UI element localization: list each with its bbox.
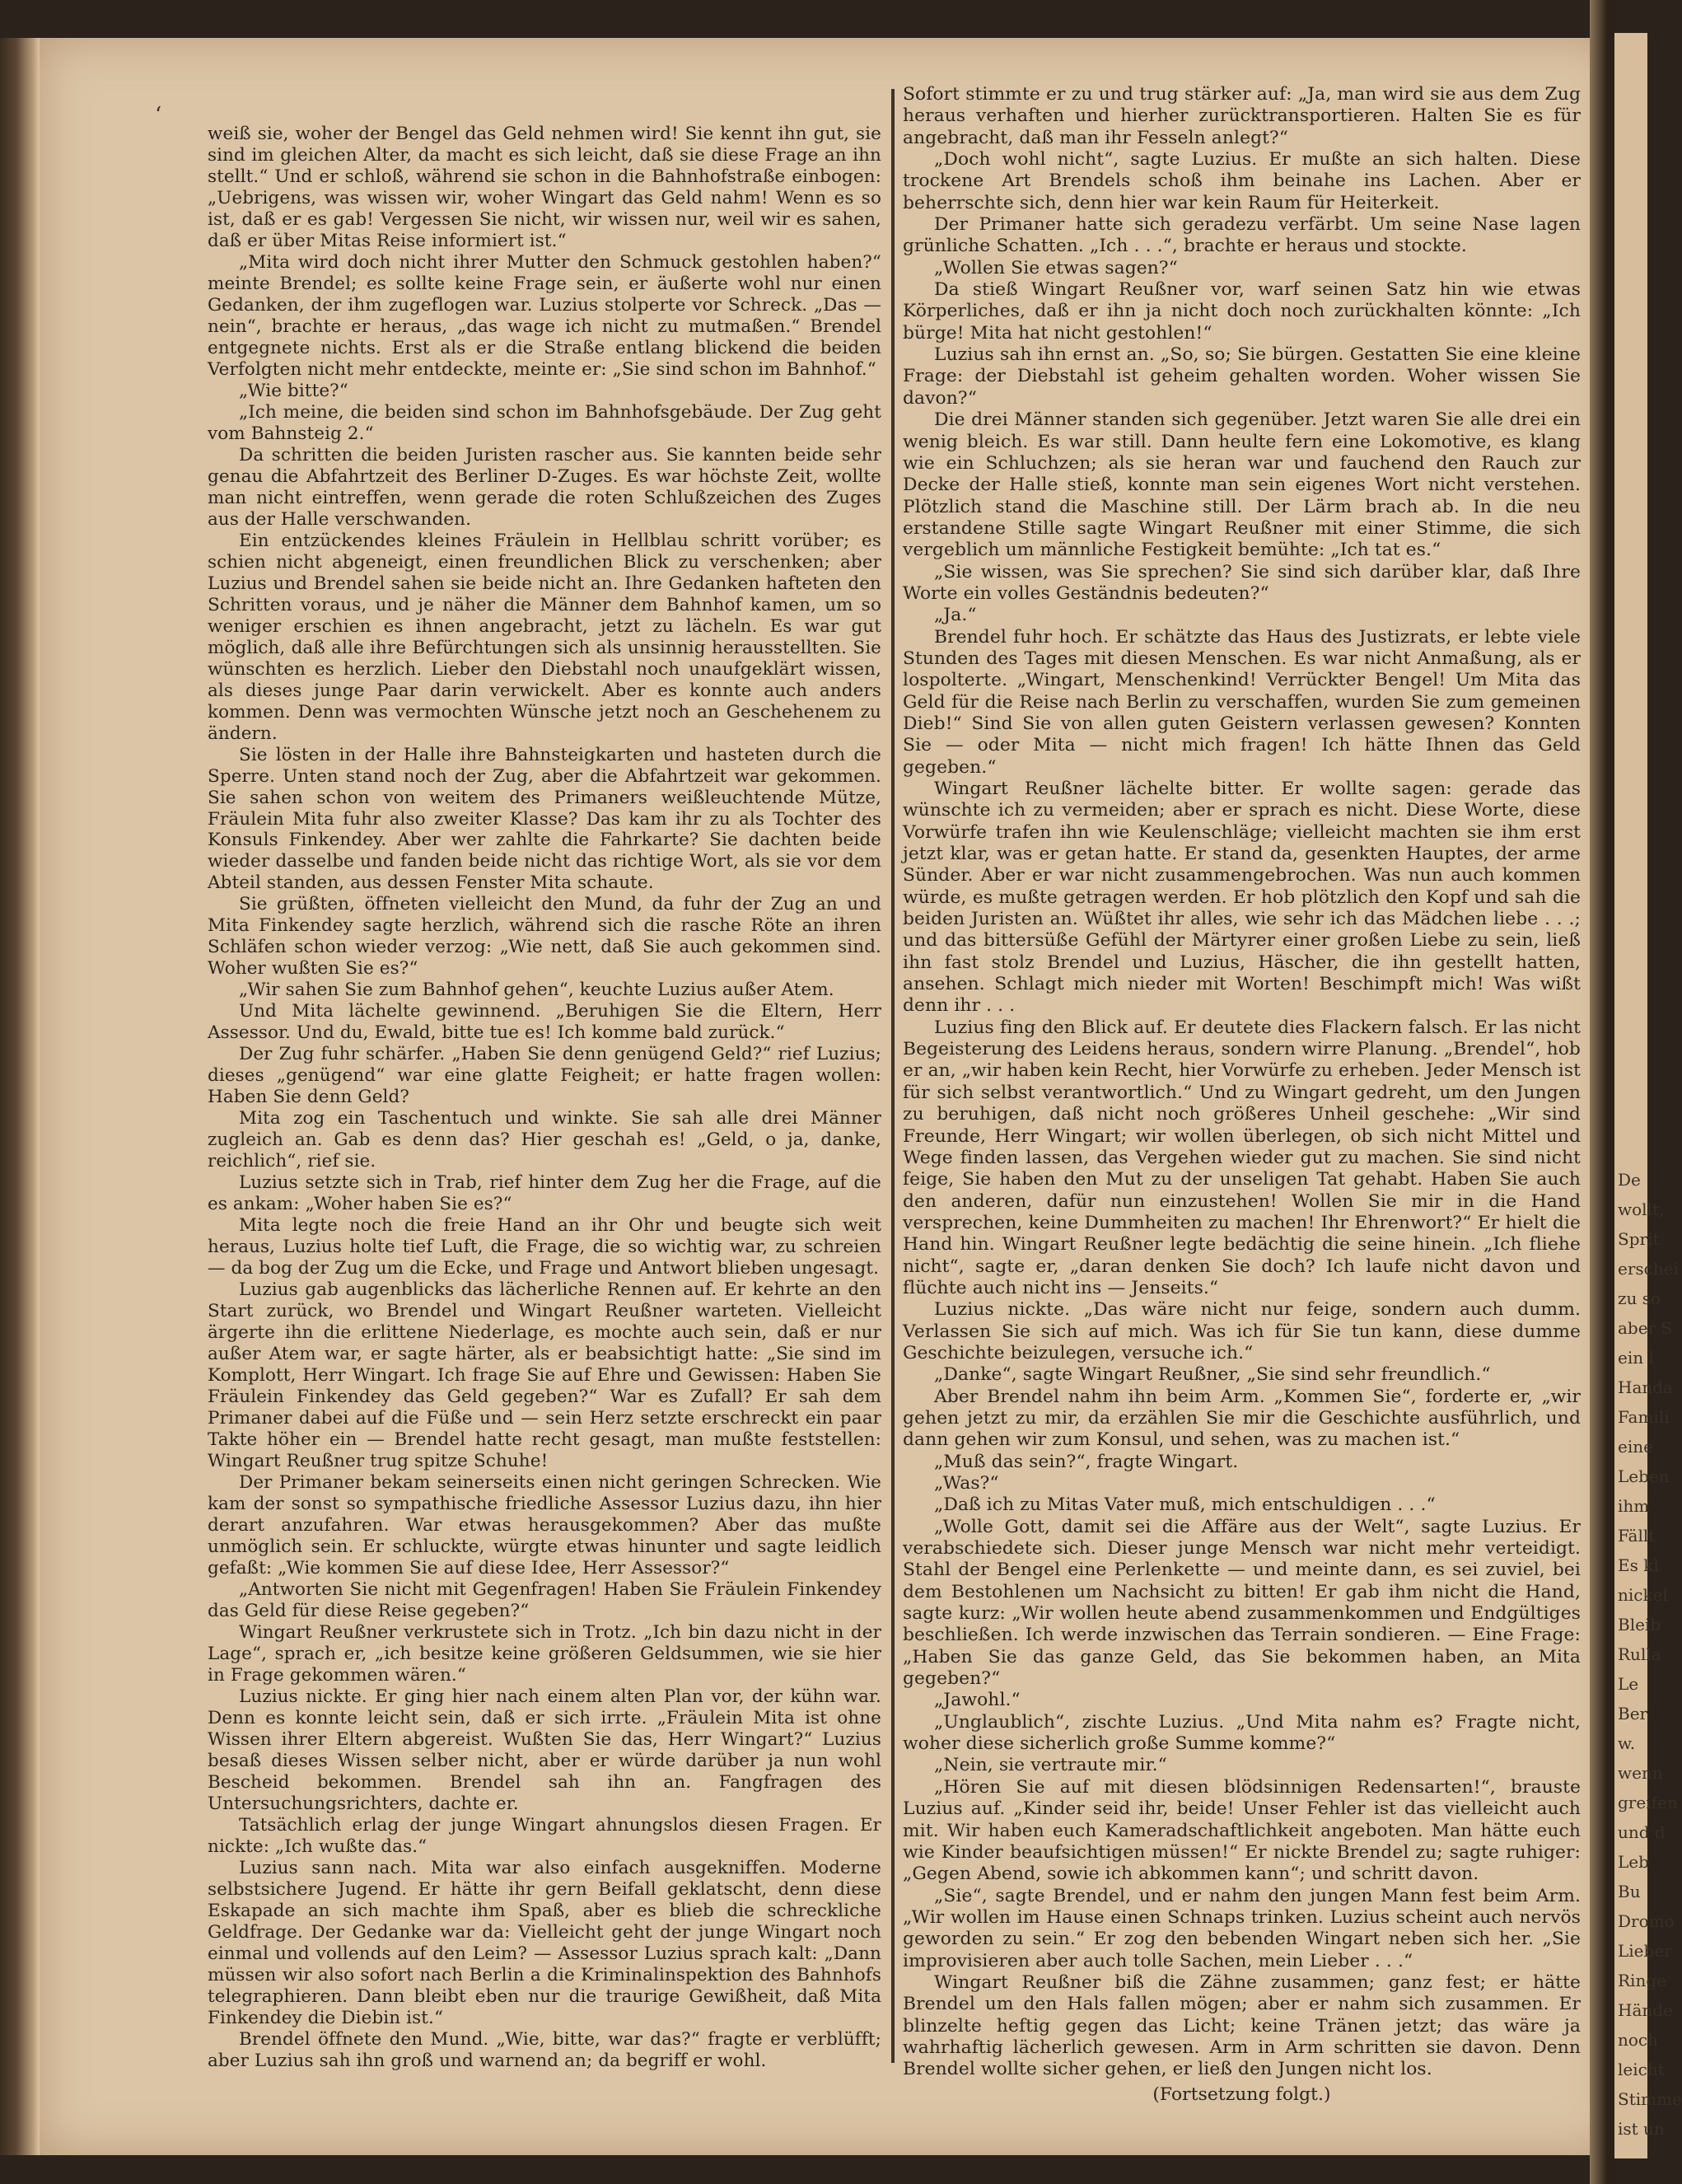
adjacent-page-word: eine	[1618, 1437, 1653, 1457]
paragraph: Der Primaner hatte sich geradezu verfärbt. Um seine Nase lagen grünliche Schatten. „Ich . . .“, brachte er heraus und stockte.	[903, 214, 1581, 257]
paragraph: Wingart Reußner biß die Zähne zusammen; ganz fest; er hätte Brendel um den Hals fallen mögen; aber er nahm sich zusammen. Er blinzelte heftig gegen das Licht; keine Tränen jetzt; das wäre ja wahrhaftig lächerlich gewesen. Arm in Arm schritten sie davon. Denn Brendel wollte sicher gehen, er ließ den Jungen nicht los.	[903, 1971, 1581, 2080]
book-binding	[0, 38, 40, 2155]
paragraph: „Sie“, sagte Brendel, und er nahm den jungen Mann fest beim Arm. „Wir wollen im Hause einen Schnaps trinken. Luzius scheint auch nervös geworden zu sein.“ Er zog den bebenden Wingart neben sich her. „Sie improvisieren aber auch tolle Sachen, mein Lieber . . .“	[903, 1885, 1581, 1971]
text-column-left	[208, 124, 881, 2072]
adjacent-page-word: greifen	[1618, 1793, 1678, 1812]
paragraph: Luzius nickte. Er ging hier nach einem alten Plan vor, der kühn war. Denn es konnte leicht sein, daß er sich irrte. „Fräulein Mita ist ohne Wissen ihrer Eltern abgereist. Wußten Sie das, Herr Wingart?“ Luzius besaß dieses Wissen selber nicht, aber er würde darüber ja nun wohl Bescheid bekommen. Brendel sah ihn an. Fangfragen des Untersuchungsrichters, dachte er.	[208, 1686, 881, 1814]
paragraph: Der Primaner bekam seinerseits einen nicht geringen Schrecken. Wie kam der sonst so sympathische friedliche Assessor Luzius dazu, ihn hier derart anzufahren. War etwas herausgekommen? Aber das mußte unmöglich sein. Er schluckte, würgte etwas hinunter und sagte leidlich gefaßt: „Wie kommen Sie auf diese Idee, Herr Assessor?“	[208, 1472, 881, 1578]
text-column-right	[903, 84, 1581, 2106]
paragraph: Luzius sah ihn ernst an. „So, so; Sie bürgen. Gestatten Sie eine kleine Frage: der Diebstahl ist geheim gehalten worden. Woher wissen Sie davon?“	[903, 344, 1581, 409]
paragraph: „Muß das sein?“, fragte Wingart.	[934, 1451, 1239, 1472]
adjacent-page-word: Le	[1618, 1674, 1639, 1694]
paragraph: Luzius setzte sich in Trab, rief hinter dem Zug her die Frage, auf die es ankam: „Woher haben Sie es?“	[208, 1172, 881, 1215]
adjacent-page-word: Hände	[1618, 2000, 1673, 2020]
adjacent-page-word: zu so	[1618, 1288, 1661, 1308]
paragraph: Der Zug fuhr schärfer. „Haben Sie denn genügend Geld?“ rief Luzius; dieses „genügend“ war eine glatte Feigheit; er hatte fragen wollen: Haben Sie denn Geld?	[208, 1044, 881, 1108]
paragraph: Und Mita lächelte gewinnend. „Beruhigen Sie die Eltern, Herr Assessor. Und du, Ewald, bitte tue es! Ich komme bald zurück.“	[208, 1001, 881, 1044]
adjacent-page-word: De	[1618, 1170, 1641, 1190]
adjacent-page-word: Ringe	[1618, 1971, 1666, 1990]
paragraph: „Unglaublich“, zischte Luzius. „Und Mita nahm es? Fragte nicht, woher diese sicherlich große Summe komme?“	[903, 1711, 1581, 1755]
adjacent-page-word: Rulla	[1618, 1644, 1661, 1664]
paragraph: Wingart Reußner lächelte bitter. Er wollte sagen: gerade das wünschte ich zu vermeiden; aber er sprach es nicht. Diese Worte, diese Vorwürfe trafen ihn wie Keulenschläge; vielleicht machten sie ihm erst jetzt klar, was er getan hatte. Er stand da, gesenkten Hauptes, der arme Sünder. Aber er war nicht zusammengebrochen. Was nun auch kommen würde, es mußte getragen werden. Er hob plötzlich den Kopf und sah die beiden Juristen an. Wüßtet ihr alles, wie sehr ich das Mädchen liebe . . .; und das bittersüße Gefühl der Märtyrer einer großen Liebe zu sein, ließ ihn fast stolz Brendel und Luzius, Häscher, die ihn gestellt hatten, ansehen. Schlagt mich nieder mit Worten! Beschimpft mich! Was wißt denn ihr . . .	[903, 779, 1581, 1017]
adjacent-page-word: ist un	[1618, 2119, 1665, 2139]
adjacent-page-word: Famili	[1618, 1407, 1670, 1427]
paragraph: Da stieß Wingart Reußner vor, warf seinen Satz hin wie etwas Körperliches, daß er ihn ja nicht doch noch zurückhalten könnte: „Ich bürge! Mita hat nicht gestohlen!“	[903, 279, 1581, 344]
gutter-shadow	[1590, 0, 1614, 2184]
paragraph: Da schritten die beiden Juristen rascher aus. Sie kannten beide sehr genau die Abfahrtzeit des Berliner D-Zuges. Es war höchste Zeit, wollte man nicht eintreffen, wenn gerade die roten Schlußzeichen des Zuges aus der Halle verschwanden.	[208, 444, 881, 530]
paragraph: „Jawohl.“	[934, 1690, 1021, 1711]
paragraph: Sie grüßten, öffneten vielleicht den Mund, da fuhr der Zug an und Mita Finkendey sagte herzlich, während sich die rasche Röte an ihren Schläfen schon wieder verzog: „Wie nett, daß Sie auch gekommen sind. Woher wußten Sie es?“	[208, 894, 881, 980]
adjacent-page-word: wenn	[1618, 1763, 1663, 1783]
adjacent-page-word: Bu	[1618, 1882, 1641, 1901]
paragraph: Die drei Männer standen sich gegenüber. Jetzt waren Sie alle drei ein wenig bleich. Es war still. Dann heulte fern eine Lokomotive, es klang wie ein Schluchzen; als sie heran war und fauchend den Rauch zur Decke der Halle stieß, konnte man sein eigenes Wort nicht verstehen. Plötzlich stand die Maschine still. Der Lärm brach ab. In die neu erstandene Stille sagte Wingart Reußner mit einer Stimme, die sich vergeblich um männliche Festigkeit bemühte: „Ich tat es.“	[903, 409, 1581, 561]
paragraph: „Wie bitte?“	[239, 380, 348, 401]
adjacent-page-word: Stimme	[1618, 2089, 1682, 2109]
paragraph: Luzius gab augenblicks das lächerliche Rennen auf. Er kehrte an den Start zurück, wo Brendel und Wingart Reußner warteten. Vielleicht ärgerte ihn die erlittene Niederlage, es mochte auch sein, daß er nur außer Atem war, er sagte härter, als er beabsichtigt hatte: „Sie sind im Komplott, Herr Wingart. Ich frage Sie auf Ehre und Gewissen: Haben Sie Fräulein Finkendey das Geld gegeben?“ War es Zufall? Er sah dem Primaner dabei auf die Füße und — sein Herz setzte erschreckt ein paar Takte höher ein — Brendel hatte recht gesagt, man mußte feststellen: Wingart Reußner trug spitze Schuhe!	[208, 1279, 881, 1472]
adjacent-page-word: w.	[1618, 1733, 1636, 1753]
adjacent-page-word: Ber	[1618, 1704, 1648, 1723]
paragraph: „Wolle Gott, damit sei die Affäre aus der Welt“, sagte Luzius. Er verabschiedete sich. Dieser junge Mensch war nicht mehr verteidigt. Stahl der Bengel eine Perlenkette — und meinte dann, es sei zuviel, bei dem Bestohlenen um Nachsicht zu bitten! Er gab ihm nicht die Hand, sagte kurz: „Wir wollen heute abend zusammenkommen und Endgültiges beschließen. Ich werde inzwischen das Terrain sondieren. — Eine Frage: „Haben Sie das ganze Geld, das Sie bekommen haben, an Mita gegeben?“	[903, 1516, 1581, 1690]
paragraph: weiß sie, woher der Bengel das Geld nehmen wird! Sie kennt ihn gut, sie sind im gleichen Alter, da macht es sich leicht, daß sie diese Frage an ihn stellt.“ Und er schloß, während sie schon in die Bahnhofstraße einbogen: „Uebrigens, was wissen wir, woher Wingart das Geld nahm! Wenn es so ist, daß er es gab! Vergessen Sie nicht, wir wissen nur, weil wir es sahen, daß er über Mitas Reise informiert ist.“	[208, 124, 881, 251]
adjacent-page-word: Lieber	[1618, 1941, 1672, 1961]
paragraph: „Mita wird doch nicht ihrer Mutter den Schmuck gestohlen haben?“ meinte Brendel; es sollte keine Frage sein, er äußerte wohl nur einen Gedanken, der ihm zugeflogen war. Luzius stolperte vor Schreck. „Das — nein“, brachte er heraus, „das wage ich nicht zu mutmaßen.“ Brendel entgegnete nichts. Erst als er die Straße entlang blickend die beiden Verfolgten nicht mehr entdeckte, meinte er: „Sie sind schon im Bahnhof.“	[208, 251, 881, 380]
paragraph: Aber Brendel nahm ihn beim Arm. „Kommen Sie“, forderte er, „wir gehen jetzt zu mir, da erzählen Sie mir die Geschichte ausführlich, und dann gehen wir zum Konsul, und sehen, was zu machen ist.“	[903, 1386, 1581, 1451]
paragraph: „Antworten Sie nicht mit Gegenfragen! Haben Sie Fräulein Finkendey das Geld für diese Reise gegeben?“	[208, 1578, 881, 1621]
paragraph: „Hören Sie auf mit diesen blödsinnigen Redensarten!“, brauste Luzius auf. „Kinder seid ihr, beide! Unser Fehler ist das vielleicht auch mit. Wir haben euch Kameradschaftlichkeit angeboten. Man hätte euch wie Kinder beaufsichtigen müssen!“ Er nickte Brendel zu; sagte ruhiger: „Gegen Abend, sowie ich abkommen kann“; und schritt davon.	[903, 1776, 1581, 1885]
paragraph: „Ja.“	[934, 605, 977, 626]
paragraph: „Was?“	[934, 1473, 999, 1494]
paragraph: „Ich meine, die beiden sind schon im Bahnhofsgebäude. Der Zug geht vom Bahnsteig 2.“	[208, 401, 881, 444]
paragraph: Mita zog ein Taschentuch und winkte. Sie sah alle drei Männer zugleich an. Gab es denn das? Hier geschah es! „Geld, o ja, danke, reichlich“, rief sie.	[208, 1108, 881, 1172]
paragraph: Sofort stimmte er zu und trug stärker auf: „Ja, man wird sie aus dem Zug heraus verhaften und hierher zurücktransportieren. Halten Sie es für angebracht, daß man ihr Fesseln anlegt?“	[903, 84, 1581, 148]
adjacent-page-word: Es kl	[1618, 1555, 1659, 1575]
adjacent-page-word: aber S	[1618, 1318, 1673, 1338]
adjacent-page-word: Dromo	[1618, 1911, 1675, 1931]
paragraph: „Wir sahen Sie zum Bahnhof gehen“, keuchte Luzius außer Atem.	[239, 980, 834, 1001]
adjacent-page-word: erschei	[1618, 1259, 1679, 1279]
paragraph: Luzius sann nach. Mita war also einfach ausgekniffen. Moderne selbstsichere Jugend. Er hätte ihr gern Beifall geklatscht, denn diese Eskapade an sich machte ihm Spaß, aber es blieb die schreckliche Geldfrage. Der Gedanke war da: Vielleicht geht der junge Wingart noch einmal und vollends auf den Leim? — Assessor Luzius sprach kalt: „Dann müssen wir also sofort nach Berlin a die Kriminalinspektion des Bahnhofs telegraphieren. Dann bleibt eben nur die traurige Gewißheit, daß Mita Finkendey die Diebin ist.“	[208, 1857, 881, 2028]
paragraph: Brendel fuhr hoch. Er schätzte das Haus des Justizrats, er lebte viele Stunden des Tages mit diesen Menschen. Es war nicht Anmaßung, als er lospolterte. „Wingart, Menschenkind! Verrückter Bengel! Um Mita das Geld für die Reise nach Berlin zu verschaffen, wurden Sie zum gemeinen Dieb!“ Sind Sie von allen guten Geistern verlassen gewesen? Konnten Sie — oder Mita — nicht mich fragen! Ich hätte Ihnen das Geld gegeben.“	[903, 626, 1581, 778]
adjacent-page-word: ein l	[1618, 1348, 1654, 1368]
paragraph: Mita legte noch die freie Hand an ihr Ohr und beugte sich weit heraus, Luzius holte tief Luft, die Frage, die so wichtig war, zu schreien — da bog der Zug um die Ecke, und Frage und Antwort blieben ungesagt.	[208, 1215, 881, 1279]
page-mark: ʻ	[155, 103, 162, 128]
adjacent-page-word: und d	[1618, 1822, 1666, 1842]
adjacent-page-word: ihm	[1618, 1496, 1650, 1516]
paragraph: „Sie wissen, was Sie sprechen? Sie sind sich darüber klar, daß Ihre Worte ein volles Geständnis bedeuten?“	[903, 561, 1581, 604]
paragraph: Luzius fing den Blick auf. Er deutete dies Flackern falsch. Er las nicht Begeisterung des Leidens heraus, sondern wirre Planung. „Brendel“, hob er an, „wir haben kein Recht, hier Vorwürfe zu erheben. Jeder Mensch ist für sich selbst verantwortlich.“ Und zu Wingart gedreht, um den Jungen zu beruhigen, daß nicht noch größeres Unheil geschehe: „Wir sind Freunde, Herr Wingart; wir wollen überlegen, ob sich nicht Mittel und Wege finden lassen, das Vergehen wieder gut zu machen. Sie sind nicht feige, Sie haben den Mut zu der unseligen Tat gehabt. Haben Sie auch den anderen, dafür nun einzustehen! Wollen Sie mir in die Hand versprechen, keine Dummheiten zu machen! Ihr Ehrenwort?“ Er hielt die Hand hin. Wingart Reußner legte bedächtig die seine hinein. „Ich fliehe nicht“, sagte er, „daran denken Sie doch? Ich laufe nicht davon und flüchte auch nicht ins — Jenseits.“	[903, 1017, 1581, 1298]
adjacent-page-word: nickel	[1618, 1585, 1668, 1605]
paragraph: Sie lösten in der Halle ihre Bahnsteigkarten und hasteten durch die Sperre. Unten stand noch der Zug, aber die Abfahrtzeit war gekommen. Sie sahen schon von weitem des Primaners weißleuchtende Mütze, Fräulein Mita fuhr also zweiter Klasse? Das kam ihr zu als Tochter des Konsuls Finkendey. Aber wer zahlte die Fahrkarte? Sie dachten beide wieder dasselbe und fanden beide nicht das richtige Wort, als sie vor dem Abteil standen, aus dessen Fenster Mita schaute.	[208, 744, 881, 894]
paragraph: „Doch wohl nicht“, sagte Luzius. Er mußte an sich halten. Diese trockene Art Brendels schoß ihm beinahe ins Lachen. Aber er beherrschte sich, denn hier war kein Raum für Heiterkeit.	[903, 149, 1581, 213]
adjacent-page-word: Handa	[1618, 1377, 1673, 1397]
adjacent-page-word: Sprit	[1618, 1229, 1660, 1249]
column-divider	[891, 89, 895, 2063]
paragraph: „Wollen Sie etwas sagen?“	[934, 257, 1178, 278]
adjacent-page-word: Leb	[1618, 1852, 1649, 1872]
adjacent-page-word: leicht	[1618, 2060, 1665, 2079]
paragraph: „Daß ich zu Mitas Vater muß, mich entschuldigen . . .“	[934, 1494, 1436, 1516]
adjacent-page-word: wollt,	[1618, 1200, 1665, 1219]
paragraph: Luzius nickte. „Das wäre nicht nur feige, sondern auch dumm. Verlassen Sie sich auf mich. Was ich für Sie tun kann, diese dumme Geschichte beizulegen, versuche ich.“	[903, 1299, 1581, 1363]
paragraph: „Nein, sie vertraute mir.“	[934, 1755, 1167, 1776]
paragraph: Tatsächlich erlag der junge Wingart ahnungslos diesen Fragen. Er nickte: „Ich wußte das.“	[208, 1814, 881, 1857]
adjacent-page-word: noch	[1618, 2030, 1659, 2050]
adjacent-page-edge	[1614, 33, 1682, 2158]
paragraph: Brendel öffnete den Mund. „Wie, bitte, war das?“ fragte er verblüfft; aber Luzius sah ihn groß und warnend an; da begriff er wohl.	[208, 2028, 881, 2071]
adjacent-page-word: Leben	[1618, 1466, 1670, 1486]
paragraph: Ein entzückendes kleines Fräulein in Hellblau schritt vorüber; es schien nicht abgeneigt, einen freundlichen Blick zu verschenken; aber Luzius und Brendel sahen sie beide nicht an. Ihre Gedanken hafteten den Schritten voraus, und je näher die Männer dem Bahnhof kamen, um so weniger erschien es ihnen angebracht, jetzt zu lächeln. Es war gut möglich, daß alle ihre Befürchtungen sich als unsinnig herausstellten. Sie wünschten es herzlich. Lieber den Diebstahl noch unaufgeklärt wissen, als dieses junge Paar darin verwickelt. Aber es konnte auch anders kommen. Denn was vermochten Wünsche jetzt noch an Geschehenem zu ändern.	[208, 530, 881, 744]
paragraph: „Danke“, sagte Wingart Reußner, „Sie sind sehr freundlich.“	[934, 1364, 1491, 1386]
adjacent-page-word: Fällt	[1618, 1526, 1656, 1546]
adjacent-page-word: Bleib	[1618, 1615, 1661, 1634]
continuation-note: (Fortsetzung folgt.)	[1152, 2083, 1331, 2105]
paragraph: Wingart Reußner verkrustete sich in Trotz. „Ich bin dazu nicht in der Lage“, sprach er, „ich besitze keine größeren Geldsummen, wie sie hier in Frage gekommen wären.“	[208, 1621, 881, 1686]
